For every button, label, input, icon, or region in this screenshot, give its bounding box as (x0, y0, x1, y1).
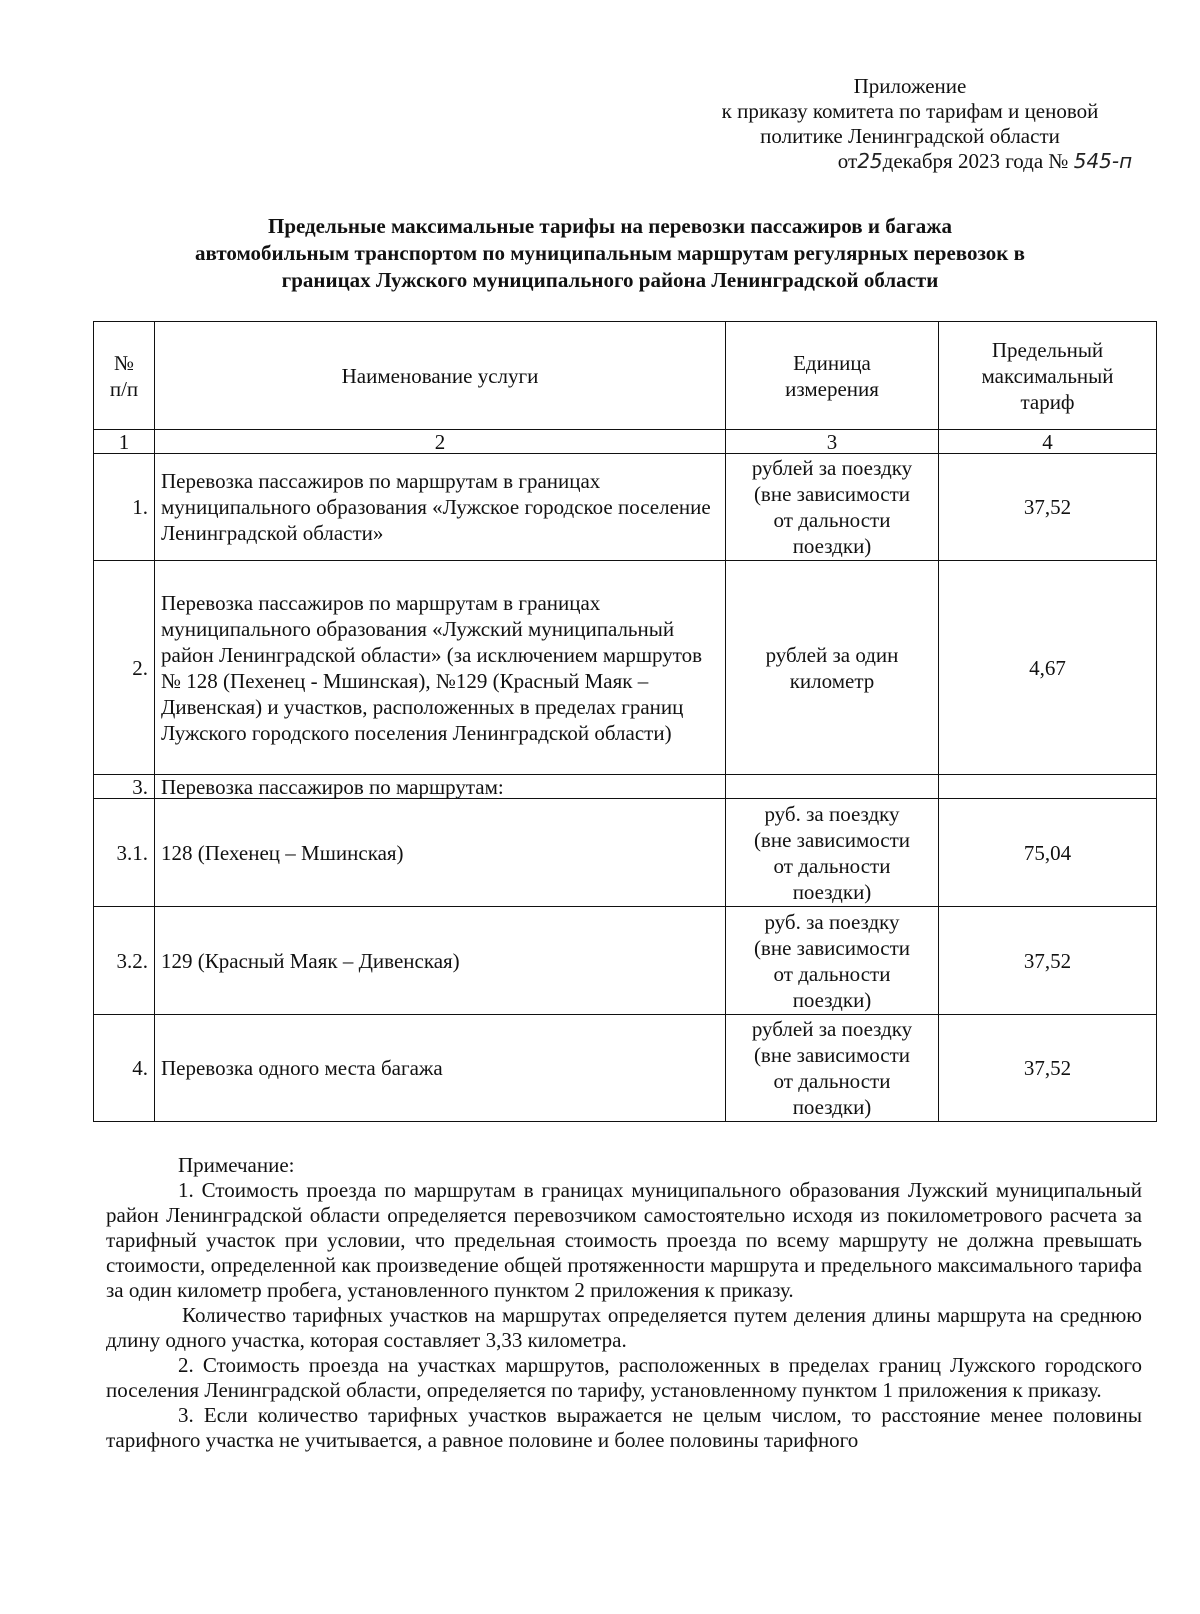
row-service-name: 129 (Красный Маяк – Дивенская) (155, 907, 726, 1015)
unit-line: (вне зависимости (753, 827, 911, 852)
column-index-2: 2 (155, 430, 726, 454)
header-tariff (939, 322, 1157, 430)
unit-line: поездки) (792, 879, 872, 904)
row-service-name: Перевозка пассажиров по маршрутам: (155, 775, 726, 799)
handwritten-day: 25 (857, 149, 883, 173)
column-index-3: 3 (726, 430, 939, 454)
header-number-line-1: № (113, 350, 135, 375)
column-index-1: 1 (94, 430, 155, 454)
row-number: 3. (94, 775, 155, 799)
row-tariff: 4,67 (939, 561, 1157, 775)
column-index-4: 4 (939, 430, 1157, 454)
unit-line: поездки) (792, 1095, 872, 1119)
row-unit (726, 454, 939, 561)
unit-line: от дальности (773, 508, 891, 532)
row-service-name: 128 (Пехенец – Мшинская) (155, 799, 726, 907)
row-unit (726, 799, 939, 907)
table-row (94, 454, 1157, 561)
title-line-1: Предельные максимальные тарифы на перевозки пассажиров и багажа (268, 214, 952, 238)
date-prefix: от (837, 149, 858, 173)
header-number-line-2: п/п (109, 376, 139, 401)
note-paragraph-3: 3. Если количество тарифных участков выражается не целым числом, то расстояние менее половины тарифного участка не учитывается, а равное половине и более половины тарифного (106, 1403, 1142, 1452)
header-unit-line-2: измерения (785, 376, 879, 401)
handwritten-order-number: 545-п (1073, 149, 1133, 173)
row-tariff: 37,52 (939, 1015, 1157, 1122)
unit-line: рублей за поездку (751, 1017, 913, 1041)
row-unit (726, 1015, 939, 1122)
unit-line: от дальности (773, 961, 891, 986)
header-unit (726, 322, 939, 430)
row-unit (726, 907, 939, 1015)
appendix-date-line (640, 149, 1180, 174)
unit-line: от дальности (773, 1069, 891, 1093)
note-paragraph-1: 1. Стоимость проезда по маршрутам в границах муниципального образования Лужский муниципальный район Ленинградской области определяется перевозчиком самостоятельно исходя из покилометрового расчета за тарифный участок при условии, что предельная стоимость проезда по всему маршруту не должна превышать стоимости, определенной как произведение общей протяженности маршрута и предельного максимального тарифа за один километр пробега, установленного пунктом 2 приложения к приказу. (106, 1178, 1142, 1302)
table-row (94, 561, 1157, 775)
unit-line: рублей за поездку (751, 456, 913, 480)
header-tariff-line-1: Предельный (991, 337, 1104, 362)
table-row (94, 907, 1157, 1015)
row-unit (726, 775, 939, 799)
unit-line: (вне зависимости (753, 1043, 911, 1067)
tariff-table (93, 321, 1157, 1122)
table-row (94, 1015, 1157, 1122)
row-service-name: Перевозка пассажиров по маршрутам в границах муниципального образования «Лужское городское поселение Ленинградской области» (155, 454, 726, 561)
table-row (94, 799, 1157, 907)
title-line-2: автомобильным транспортом по муниципальным маршрутам регулярных перевозок в (195, 241, 1025, 265)
row-service-name: Перевозка пассажиров по маршрутам в границах муниципального образования «Лужский муниципальный район Ленинградской области» (за исключением маршрутов № 128 (Пехенец - Мшинская), №129 (Красный Маяк – Дивенская) и участков, расположенных в пределах границ Лужского городского поселения Ленинградской области) (155, 561, 726, 775)
unit-line: от дальности (773, 853, 891, 878)
title-line-3: границах Лужского муниципального района Ленинградской области (281, 268, 939, 292)
unit-line: (вне зависимости (753, 935, 911, 960)
row-number: 3.2. (94, 907, 155, 1015)
row-number: 1. (94, 454, 155, 561)
appendix-committee-line: политике Ленинградской области (760, 124, 1060, 148)
table-header-row (94, 322, 1157, 430)
unit-line: рублей за один (765, 642, 899, 667)
unit-line: поездки) (792, 987, 872, 1012)
row-number: 2. (94, 561, 155, 775)
table-row (94, 775, 1157, 799)
unit-line: (вне зависимости (753, 482, 911, 506)
row-tariff (939, 775, 1157, 799)
row-tariff: 75,04 (939, 799, 1157, 907)
row-number: 3.1. (94, 799, 155, 907)
appendix-order-line: к приказу комитета по тарифам и ценовой (721, 99, 1099, 123)
row-number: 4. (94, 1015, 155, 1122)
header-number (94, 322, 155, 430)
row-unit (726, 561, 939, 775)
unit-line: руб. за поездку (764, 801, 900, 826)
note-paragraph-1b: Количество тарифных участков на маршрутах определяется путем деления длины маршрута на среднюю длину одного участка, которая составляет 3,33 километра. (106, 1303, 1142, 1352)
row-tariff: 37,52 (939, 454, 1157, 561)
date-middle: декабря 2023 года № (882, 149, 1069, 173)
header-unit-line-1: Единица (793, 350, 871, 375)
note-paragraph-2: 2. Стоимость проезда на участках маршрутов, расположенных в пределах границ Лужского городского поселения Ленинградской области, определяется по тарифу, установленному пунктом 1 приложения к приказу. (106, 1353, 1142, 1402)
row-tariff: 37,52 (939, 907, 1157, 1015)
unit-line: руб. за поездку (764, 909, 900, 934)
header-tariff-line-2: максимальный (981, 363, 1114, 388)
notes-title: Примечание: (178, 1153, 295, 1177)
unit-line: километр (789, 668, 875, 693)
row-service-name: Перевозка одного места багажа (155, 1015, 726, 1122)
column-index-row (94, 430, 1157, 454)
document-title (95, 213, 1125, 294)
header-service-name: Наименование услуги (155, 322, 726, 430)
header-tariff-line-3: тариф (1020, 389, 1075, 414)
appendix-header (640, 74, 1180, 174)
notes-section (106, 1153, 1142, 1453)
appendix-title: Приложение (853, 74, 967, 98)
unit-line: поездки) (792, 534, 872, 558)
